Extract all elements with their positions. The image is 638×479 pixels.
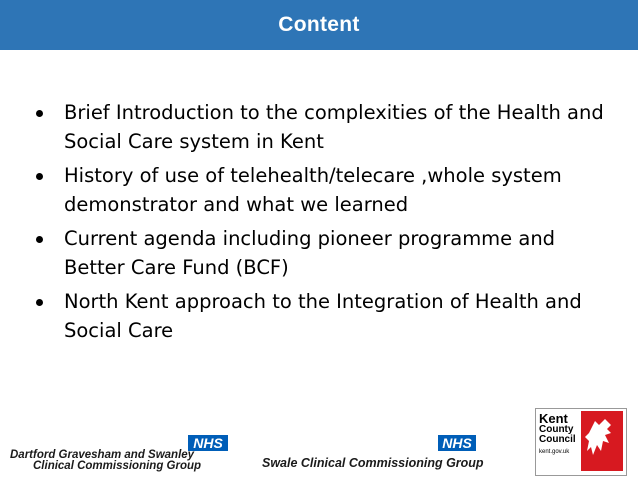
swale-ccg-name: Swale Clinical Commissioning Group bbox=[262, 456, 484, 470]
swale-ccg-logo bbox=[262, 435, 492, 471]
bullet-icon bbox=[36, 173, 43, 180]
bullet-item bbox=[34, 287, 609, 345]
bullet-icon bbox=[36, 299, 43, 306]
bullet-item bbox=[34, 161, 609, 219]
kent-county: County bbox=[539, 424, 574, 435]
kent-url: kent.gov.uk bbox=[539, 449, 570, 455]
footer-logos bbox=[0, 405, 638, 479]
dgs-ccg-subtitle: Clinical Commissioning Group bbox=[33, 460, 202, 472]
bullet-text: North Kent approach to the Integration of Health and Social Care bbox=[64, 290, 582, 342]
title-bar bbox=[0, 0, 638, 50]
bullet-text: Current agenda including pioneer programme and Better Care Fund (BCF) bbox=[64, 227, 556, 279]
dgs-ccg-name: Dartford Gravesham and Swanley bbox=[10, 449, 195, 461]
bullet-text: Brief Introduction to the complexities of the Health and Social Care system in Kent bbox=[64, 101, 604, 153]
bullet-list bbox=[34, 98, 609, 350]
bullet-item bbox=[34, 224, 609, 282]
kent-county-council-logo bbox=[535, 408, 627, 476]
bullet-icon bbox=[36, 110, 43, 117]
bullet-text: History of use of telehealth/telecare ,whole system demonstrator and what we learned bbox=[64, 164, 562, 216]
slide-title: Content bbox=[278, 13, 360, 36]
kent-council: Council bbox=[539, 434, 576, 445]
bullet-item bbox=[34, 98, 609, 156]
nhs-logo-icon: NHS bbox=[438, 435, 476, 451]
nhs-logo-icon: NHS bbox=[188, 435, 228, 451]
kent-logo-text bbox=[539, 412, 579, 457]
dgs-ccg-logo bbox=[10, 435, 255, 471]
bullet-icon bbox=[36, 236, 43, 243]
white-horse-icon bbox=[581, 411, 623, 471]
kent-name: Kent bbox=[539, 411, 568, 426]
